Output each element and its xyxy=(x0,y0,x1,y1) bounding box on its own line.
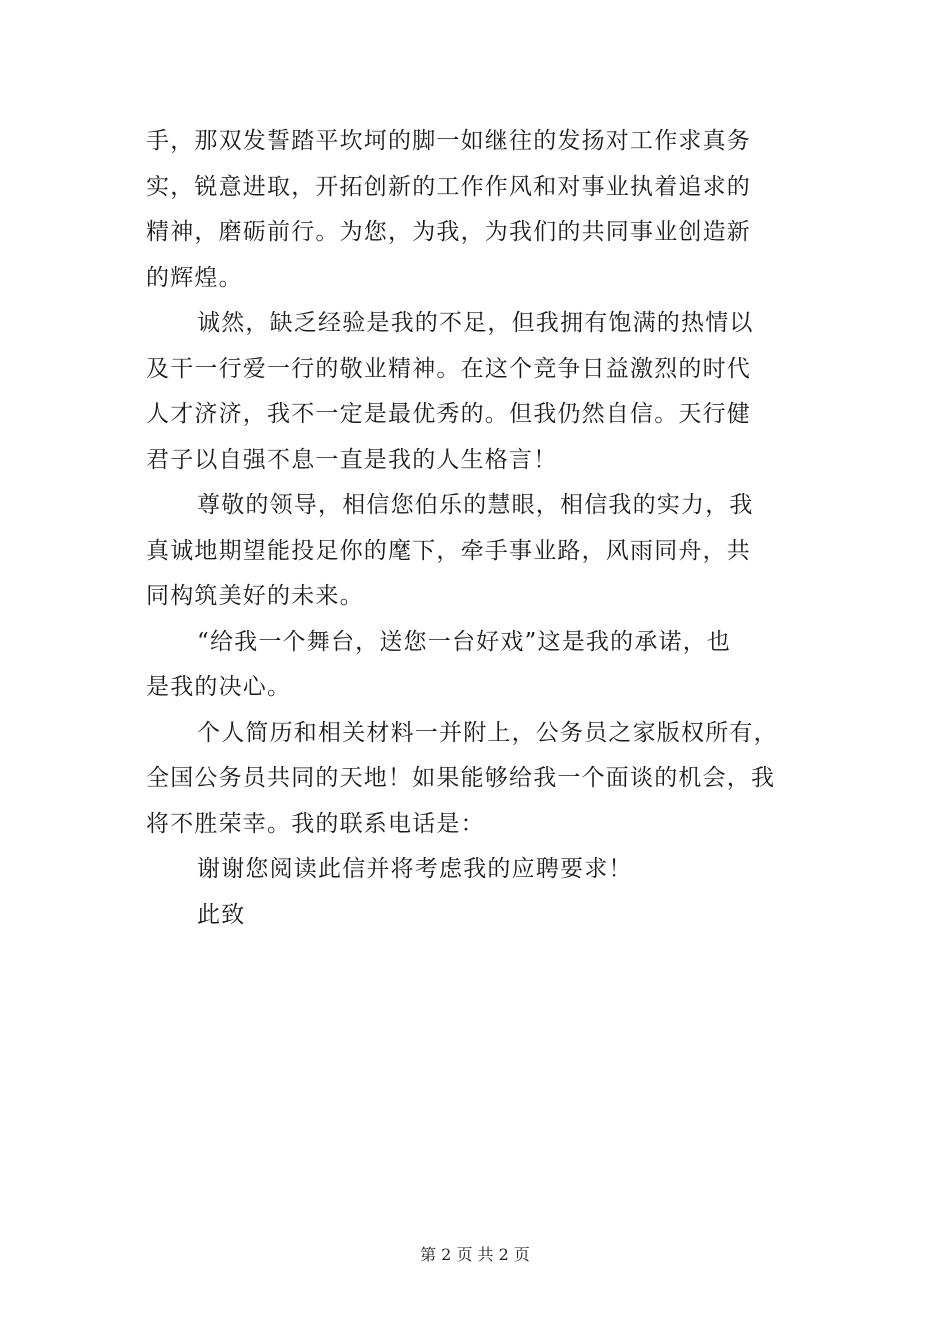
text-line: 实，锐意进取，开拓创新的工作作风和对事业执着追求的 xyxy=(146,173,751,200)
text-line: 君子以自强不息一直是我的人生格言！ xyxy=(146,446,558,473)
text-line: 及干一行爱一行的敬业精神。在这个竞争日益激烈的时代 xyxy=(146,355,751,382)
text-line: 的辉煌。 xyxy=(146,264,243,291)
text-line: 人才济济，我不一定是最优秀的。但我仍然自信。天行健 xyxy=(146,401,751,427)
paragraph-start-line: 诚然，缺乏经验是我的不足，但我拥有饱满的热情以 xyxy=(197,310,754,336)
letter-body xyxy=(146,119,816,938)
paragraph-start-line: 个人简历和相关材料一并附上，公务员之家版权所有， xyxy=(197,719,778,746)
text-line: 同构筑美好的未来。 xyxy=(146,583,364,609)
paragraph-start-line: 尊敬的领导，相信您伯乐的慧眼，相信我的实力，我 xyxy=(197,492,754,518)
page-number-footer: 第 2 页 共 2 页 xyxy=(420,1245,530,1264)
paragraph-start-line: 谢谢您阅读此信并将考虑我的应聘要求！ xyxy=(197,856,633,882)
text-line: 精神，磨砺前行。为您，为我，为我们的共同事业创造新 xyxy=(146,219,751,245)
text-line: 将不胜荣幸。我的联系电话是： xyxy=(146,810,485,837)
closing-salutation: 此致 xyxy=(197,901,246,928)
paragraph-start-line: “给我一个舞台，送您一台好戏”这是我的承诺，也 xyxy=(197,628,732,655)
text-line: 真诚地期望能投足你的麾下，牵手事业路，风雨同舟，共 xyxy=(146,537,751,564)
text-line: 全国公务员共同的天地！如果能够给我一个面谈的机会，我 xyxy=(146,765,776,791)
text-line: 是我的决心。 xyxy=(146,674,292,700)
text-line: 手，那双发誓踏平坎坷的脚一如继往的发扬对工作求真务 xyxy=(146,128,751,154)
